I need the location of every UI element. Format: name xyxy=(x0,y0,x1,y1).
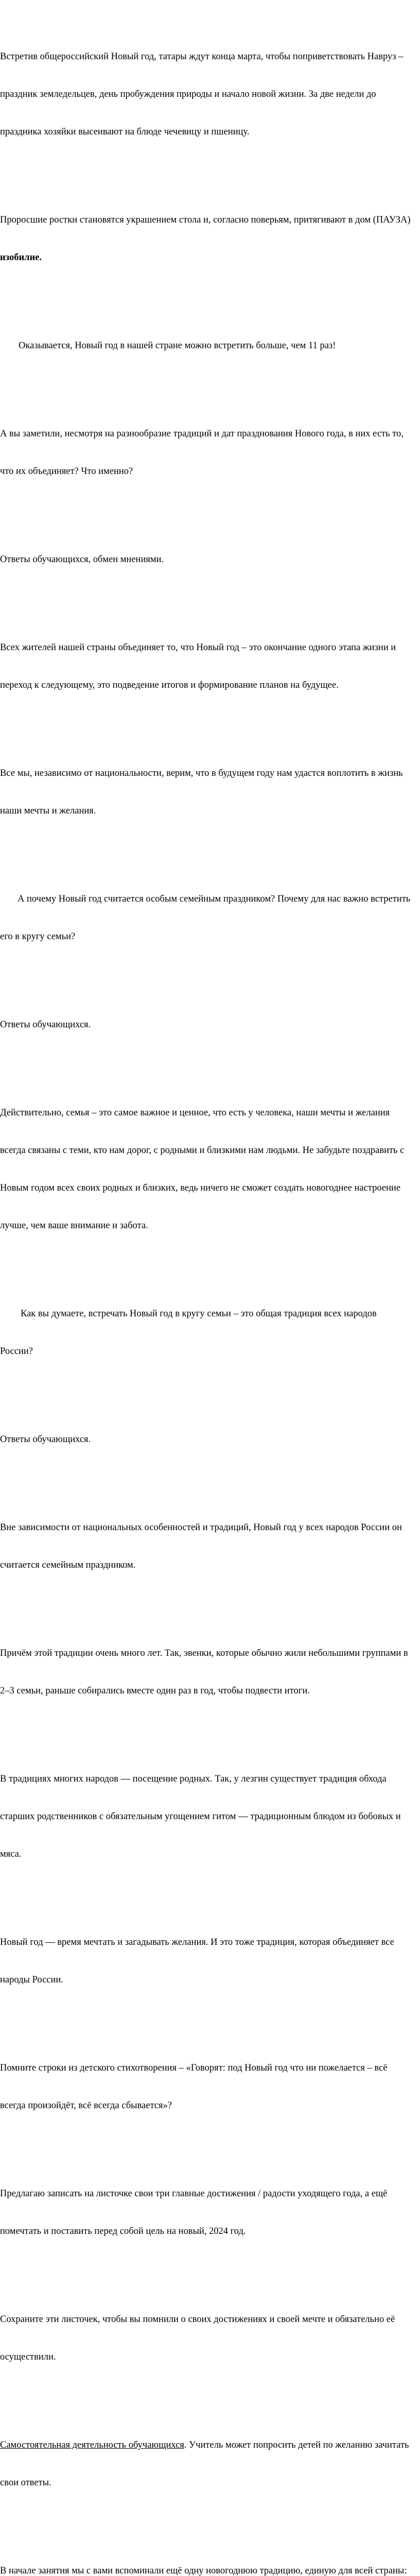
text-line: 2–3 семьи, раньше собирались вместе один раз в год, чтобы подвести итоги. xyxy=(0,1686,310,1697)
text-line: Предлагаю записать на листочке свои три главные достижения / радости уходящего года, а ещё xyxy=(0,2189,388,2199)
text-line: Новым годом всех своих родных и близких, ведь ничего не сможет создать новогоднее настроение xyxy=(0,1182,401,1193)
text-line: В традициях многих народов — посещение родных. Так, у лезгин существует традиция обхода xyxy=(0,1773,387,1784)
text-line: Ответы обучающихся. xyxy=(0,1019,91,1030)
text-line: праздника хозяйки высеивают на блюде чечевицу и пшеницу. xyxy=(0,127,250,138)
underlined-heading-independent-work: Самостоятельная деятельность обучающихся xyxy=(0,2440,184,2451)
paragraph-wishes xyxy=(0,1911,420,2011)
text-line: народы России. xyxy=(0,1975,63,1986)
paragraph-poem xyxy=(0,2037,420,2137)
text-line: Оказывается, Новый год в нашей стране можно встретить больше, чем 11 раз! xyxy=(19,340,336,351)
paragraph-answers xyxy=(0,528,420,591)
paragraph-keep-note xyxy=(0,2288,420,2388)
text-line: России? xyxy=(0,1346,33,1357)
text-line: Проросшие ростки становятся украшением стола и, согласно поверьям, притягивают в дом (ПАУЗА) xyxy=(0,214,411,225)
text-line: мяса. xyxy=(0,1849,22,1860)
paragraph-question-unites xyxy=(0,402,420,503)
paragraph-independent-work xyxy=(0,2414,420,2514)
text-line: считается семейным праздником. xyxy=(0,1560,136,1570)
bold-word-abundance: изобилие. xyxy=(0,252,42,263)
paragraph-lezgins xyxy=(0,1748,420,1886)
text-line: Помните строки из детского стихотворения – «Говорят: под Новый год что ни пожелается – всё xyxy=(0,2063,388,2074)
text-line: В начале занятия мы с вами вспоминали ещё одну новогоднюю традицию, единую для всей страны: xyxy=(0,2566,407,2576)
text-line: Встретив общероссийский Новый год, татары ждут конца марта, чтобы поприветствовать Навруз – xyxy=(0,51,404,62)
text-line: Ответы обучающихся, обмен мнениями. xyxy=(0,554,164,565)
text-line: Ответы обучающихся. xyxy=(0,1434,91,1445)
paragraph-family-value xyxy=(0,1081,420,1258)
paragraph-write-achievements xyxy=(0,2162,420,2263)
paragraph-family-question xyxy=(0,868,420,968)
text-line: праздник земледельцев, день пробуждения природы и начало новой жизни. За две недели до xyxy=(0,89,376,99)
text-line: переход к следующему, это подведение итогов и формирование планов на будущее. xyxy=(0,680,339,690)
text-line: А почему Новый год считается особым семейным праздником? Почему для нас важно встретить xyxy=(18,893,411,904)
text-line: всегда произойдёт, всё всегда сбывается»? xyxy=(0,2100,172,2111)
text-fragment: . Учитель может попросить детей по желанию зачитать xyxy=(184,2440,409,2451)
text-line: Вне зависимости от национальных особенностей и традиций, Новый год у всех народов России он xyxy=(0,1522,402,1533)
text-line: Причём этой традиции очень много лет. Так, эвенки, которые обычно жили небольшими группами в xyxy=(0,1648,408,1658)
text-line: осуществили. xyxy=(0,2352,56,2363)
paragraph-evenki xyxy=(0,1622,420,1722)
text-line: Как вы думаете, встречать Новый год в кругу семьи – это общая традиция всех народов xyxy=(21,1308,377,1319)
paragraph-answers xyxy=(0,1408,420,1471)
text-line: Действительно, семья – это самое важное и ценное, что есть у человека, наши мечты и желания xyxy=(0,1107,390,1118)
paragraph-end-of-stage xyxy=(0,616,420,717)
text-line: помечтать и поставить перед собой цель на новый, 2024 год. xyxy=(0,2226,246,2237)
paragraph-answers xyxy=(0,993,420,1056)
paragraph-family-holiday xyxy=(0,1496,420,1597)
text-line: всегда связаны с теми, кто нам дорог, с родными и близкими нам людьми. Не забудьте поздравить с xyxy=(0,1145,405,1156)
text-line: его в кругу семьи? xyxy=(0,931,76,942)
text-line: Всех жителей нашей страны объединяет то, что Новый год – это окончание одного этапа жизни и xyxy=(0,642,396,653)
text-line: свои ответы. xyxy=(0,2478,51,2488)
paragraph-dreams xyxy=(0,742,420,842)
text-line: старших родственников с обязательным угощением гитом — традиционным блюдом из бобовых и xyxy=(0,1811,401,1822)
paragraph-tradition-question xyxy=(0,1282,420,1383)
text-line: Все мы, независимо от национальности, верим, что в будущем году нам удастся воплотить в жизнь xyxy=(0,768,403,778)
text-line: что их объединяет? Что именно? xyxy=(0,466,133,477)
text-line: Сохраните эти листочек, чтобы вы помнили о своих достижениях и своей мечте и обязательно её xyxy=(0,2314,395,2325)
paragraph-sprouts xyxy=(0,189,420,289)
paragraph-president-address xyxy=(0,2539,420,2576)
paragraph-eleven-times xyxy=(0,314,420,377)
text-line xyxy=(0,2439,420,2451)
paragraph-navruz xyxy=(0,25,420,163)
text-line: Новый год — время мечтать и загадывать желания. И это тоже традиция, которая объединяет все xyxy=(0,1937,394,1948)
text-line: А вы заметили, несмотря на разнообразие традиций и дат празднования Нового года, в них есть то, xyxy=(0,428,404,439)
text-line: наши мечты и желания. xyxy=(0,805,96,816)
text-line: лучше, чем ваше внимание и забота. xyxy=(0,1221,148,1231)
